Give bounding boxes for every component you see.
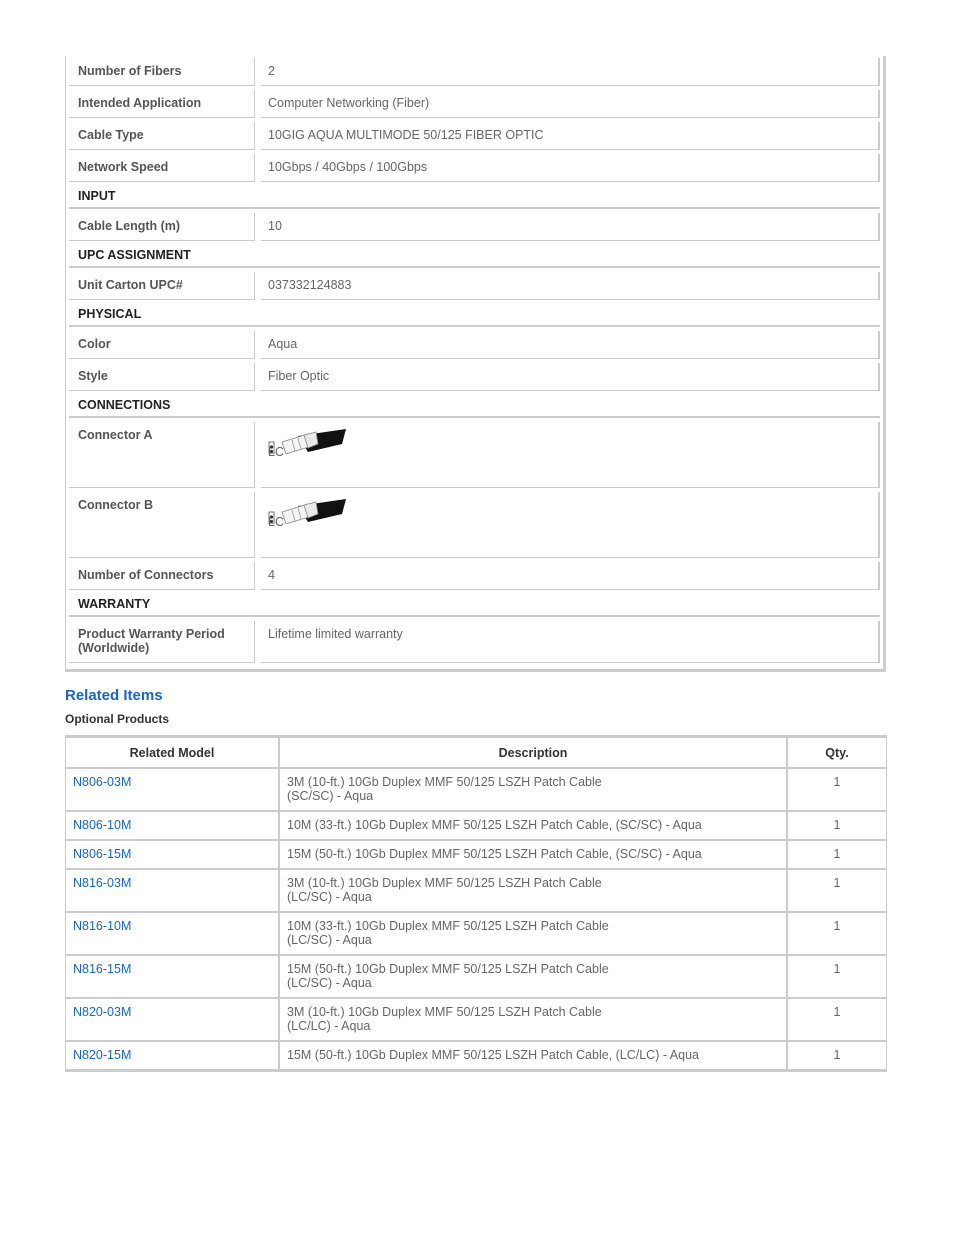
section-title: CONNECTIONS — [69, 395, 880, 418]
spec-value: Fiber Optic — [261, 363, 880, 391]
spec-label: Number of Fibers — [69, 58, 255, 86]
spec-row — [69, 122, 880, 150]
related-model-cell — [66, 955, 279, 998]
spec-row — [69, 90, 880, 118]
section-header — [69, 395, 880, 418]
spec-label: Connector A — [69, 422, 255, 488]
related-qty: 1 — [787, 998, 886, 1041]
spec-label: Number of Connectors — [69, 562, 255, 590]
spec-label: Intended Application — [69, 90, 255, 118]
related-qty: 1 — [787, 1041, 886, 1069]
related-row — [66, 955, 886, 998]
spec-value: Lifetime limited warranty — [261, 621, 880, 663]
section-title: PHYSICAL — [69, 304, 880, 327]
spec-row — [69, 621, 880, 663]
section-header — [69, 186, 880, 209]
related-row — [66, 811, 886, 840]
header-description: Description — [279, 738, 787, 768]
related-qty: 1 — [787, 768, 886, 811]
related-description: 3M (10-ft.) 10Gb Duplex MMF 50/125 LSZH Patch Cable (LC/LC) - Aqua — [279, 998, 787, 1041]
section-header — [69, 304, 880, 327]
spec-row — [69, 492, 880, 558]
related-row — [66, 840, 886, 869]
related-description: 15M (50-ft.) 10Gb Duplex MMF 50/125 LSZH Patch Cable (LC/SC) - Aqua — [279, 955, 787, 998]
spec-value — [261, 422, 880, 488]
spec-value: 10GIG AQUA MULTIMODE 50/125 FIBER OPTIC — [261, 122, 880, 150]
connector-cell — [268, 498, 871, 545]
related-model-cell — [66, 840, 279, 869]
related-model-link[interactable]: N806-03M — [73, 775, 132, 789]
header-qty: Qty. — [787, 738, 886, 768]
related-model-cell — [66, 811, 279, 840]
related-model-cell — [66, 998, 279, 1041]
header-related-model: Related Model — [66, 738, 279, 768]
related-model-link[interactable]: N816-10M — [73, 919, 132, 933]
spec-label: Cable Type — [69, 122, 255, 150]
related-model-cell — [66, 869, 279, 912]
specifications-table — [69, 54, 880, 667]
spec-label: Network Speed — [69, 154, 255, 182]
related-description: 10M (33-ft.) 10Gb Duplex MMF 50/125 LSZH Patch Cable (LC/SC) - Aqua — [279, 912, 787, 955]
related-row — [66, 768, 886, 811]
spec-row — [69, 562, 880, 590]
spec-row — [69, 422, 880, 488]
spec-label: Color — [69, 331, 255, 359]
section-title: UPC ASSIGNMENT — [69, 245, 880, 268]
related-model-cell — [66, 768, 279, 811]
spec-label: Cable Length (m) — [69, 213, 255, 241]
related-model-link[interactable]: N806-10M — [73, 818, 132, 832]
spec-value: 2 — [261, 58, 880, 86]
spec-label: Style — [69, 363, 255, 391]
spec-value: Aqua — [261, 331, 880, 359]
related-description: 3M (10-ft.) 10Gb Duplex MMF 50/125 LSZH Patch Cable (LC/SC) - Aqua — [279, 869, 787, 912]
related-items-heading: Related Items — [65, 687, 163, 704]
spec-value: 10Gbps / 40Gbps / 100Gbps — [261, 154, 880, 182]
related-model-link[interactable]: N816-03M — [73, 876, 132, 890]
related-products-table — [66, 738, 886, 1069]
spec-value: 10 — [261, 213, 880, 241]
section-title: WARRANTY — [69, 594, 880, 617]
optional-products-heading: Optional Products — [65, 712, 170, 726]
related-qty: 1 — [787, 912, 886, 955]
connector-type-label: LC — [268, 445, 284, 459]
related-model-link[interactable]: N820-15M — [73, 1048, 132, 1062]
related-description: 15M (50-ft.) 10Gb Duplex MMF 50/125 LSZH Patch Cable, (LC/LC) - Aqua — [279, 1041, 787, 1069]
spec-row — [69, 58, 880, 86]
related-row — [66, 1041, 886, 1069]
spec-label: Product Warranty Period (Worldwide) — [69, 621, 255, 663]
related-description: 3M (10-ft.) 10Gb Duplex MMF 50/125 LSZH Patch Cable (SC/SC) - Aqua — [279, 768, 787, 811]
connector-cell — [268, 428, 871, 475]
section-title: INPUT — [69, 186, 880, 209]
related-row — [66, 869, 886, 912]
spec-row — [69, 154, 880, 182]
spec-row — [69, 363, 880, 391]
related-description: 15M (50-ft.) 10Gb Duplex MMF 50/125 LSZH Patch Cable, (SC/SC) - Aqua — [279, 840, 787, 869]
related-products-panel — [65, 735, 887, 1072]
specifications-panel — [65, 56, 886, 672]
spec-value: 037332124883 — [261, 272, 880, 300]
related-qty: 1 — [787, 955, 886, 998]
connector-type-label: LC — [268, 515, 284, 529]
related-description: 10M (33-ft.) 10Gb Duplex MMF 50/125 LSZH Patch Cable, (SC/SC) - Aqua — [279, 811, 787, 840]
spec-row — [69, 272, 880, 300]
spec-value: Computer Networking (Fiber) — [261, 90, 880, 118]
spec-value — [261, 492, 880, 558]
related-model-link[interactable]: N816-15M — [73, 962, 132, 976]
spec-row — [69, 213, 880, 241]
spec-label: Unit Carton UPC# — [69, 272, 255, 300]
section-header — [69, 594, 880, 617]
spec-label: Connector B — [69, 492, 255, 558]
related-model-cell — [66, 1041, 279, 1069]
related-header-row — [66, 738, 886, 768]
spec-row — [69, 331, 880, 359]
related-row — [66, 998, 886, 1041]
related-row — [66, 912, 886, 955]
related-qty: 1 — [787, 869, 886, 912]
spec-value: 4 — [261, 562, 880, 590]
related-qty: 1 — [787, 840, 886, 869]
related-model-link[interactable]: N820-03M — [73, 1005, 132, 1019]
related-model-cell — [66, 912, 279, 955]
related-qty: 1 — [787, 811, 886, 840]
related-model-link[interactable]: N806-15M — [73, 847, 132, 861]
section-header — [69, 245, 880, 268]
